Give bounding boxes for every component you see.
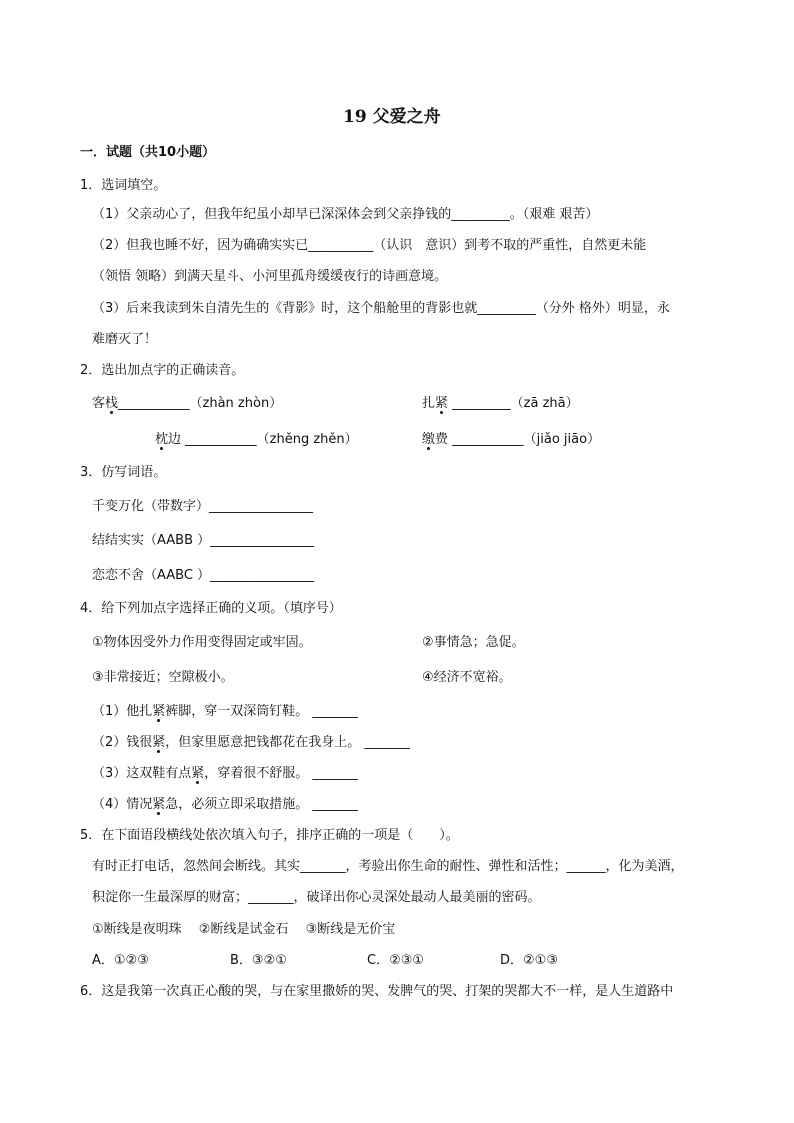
q4-sentence-2	[92, 734, 410, 752]
q5-sentences: ①断线是夜明珠 ②断线是试金石 ③断线是无价宝	[92, 922, 396, 937]
q4-sentence-pre: （4）情况	[92, 797, 153, 812]
q5-choice-d: D．②①③	[500, 953, 558, 968]
q4-option-1: ①物体因受外力作用变得固定或牢固。	[92, 635, 312, 650]
q5-passage-line-1: 有时正打电话，忽然间会断线。其实_______，考验出你生命的耐性、弹性和活性；______，化为美酒，	[92, 859, 684, 874]
q4-sentence-pre: （3）这双鞋有点	[92, 766, 192, 781]
q4-sentence-rest: 急，必须立即采取措施。 _______	[165, 797, 358, 812]
q4-sentence-1	[92, 703, 358, 721]
q2-item-2	[422, 395, 579, 413]
dotted-char: 栈	[105, 396, 119, 411]
q2-stem: 2．选出加点字的正确读音。	[80, 363, 245, 378]
q4-sentence-pre: （1）他扎	[92, 704, 153, 719]
q4-option-2: ②事情急；急促。	[422, 635, 525, 650]
q1-stem: 1．选词填空。	[80, 178, 167, 193]
dotted-char: 紧	[191, 766, 205, 781]
q3-item-2: 结结实实（AABB ）________________	[92, 533, 315, 548]
dotted-char: 缴	[422, 432, 436, 447]
q2-item-rest: ___________（zhàn zhòn）	[118, 396, 283, 411]
q2-item-rest: 边 ___________（zhěng zhěn）	[168, 432, 358, 447]
q5-choice-b: B．③②①	[230, 953, 287, 968]
q2-item-rest: 费 ___________（jiǎo jiāo）	[435, 432, 601, 447]
q4-sentence-rest: ，穿着很不舒服。 _______	[204, 766, 358, 781]
q6-stem: 6．这是我第一次真正心酸的哭，与在家里撒娇的哭、发脾气的哭、打架的哭都大不一样，是人生道路中	[80, 984, 674, 999]
q1-sub-3-line-2: 难磨灭了！	[92, 332, 158, 347]
q2-item-pre: 扎	[422, 396, 436, 411]
dotted-char: 紧	[152, 735, 166, 750]
q4-sentence-pre: （2）钱很	[92, 735, 153, 750]
dotted-char: 枕	[155, 432, 169, 447]
q5-choice-a: A．①②③	[92, 953, 149, 968]
q1-sub-1: （1）父亲动心了，但我年纪虽小却早已深深体会到父亲挣钱的_________。（艰难 艰苦）	[92, 207, 599, 222]
dotted-char: 紧	[435, 396, 449, 411]
q3-stem: 3．仿写词语。	[80, 465, 167, 480]
q2-item-1	[92, 395, 282, 413]
q4-sentence-4	[92, 796, 358, 814]
q5-stem: 5．在下面语段横线处依次填入句子，排序正确的一项是（ ）。	[80, 828, 459, 843]
q5-passage-line-2: 积淀你一生最深厚的财富；_______，破译出你心灵深处最动人最美丽的密码。	[92, 890, 541, 905]
dotted-char: 紧	[152, 797, 166, 812]
q1-sub-3-line-1: （3）后来我读到朱自清先生的《背影》时，这个船舱里的背影也就_________（分外 格外）明显，永	[92, 301, 670, 316]
dotted-char: 紧	[152, 704, 166, 719]
q3-item-3: 恋恋不舍（AABC ）________________	[92, 568, 315, 583]
q4-stem: 4．给下列加点字选择正确的义项。（填序号）	[80, 601, 342, 616]
page-title: 19 父爱之舟	[343, 107, 441, 127]
q4-sentence-rest: ，但家里愿意把钱都花在我身上。 _______	[165, 735, 410, 750]
q2-item-pre: 客	[92, 396, 106, 411]
q2-item-4	[422, 431, 600, 449]
q4-sentence-rest: 裤脚，穿一双深筒钉鞋。 _______	[165, 704, 358, 719]
section-heading: 一．试题（共10小题）	[80, 145, 216, 160]
q4-option-4: ④经济不宽裕。	[422, 670, 512, 685]
q4-sentence-3	[92, 765, 358, 783]
q1-sub-2-line-1: （2）但我也睡不好，因为确确实实已__________（认识 意识）到考不取的严重性，自然更未能	[92, 238, 647, 253]
q1-sub-2-line-2: （领悟 领略）到满天星斗、小河里孤舟缓缓夜行的诗画意境。	[92, 269, 448, 284]
q5-choice-c: C．②③①	[367, 953, 425, 968]
q2-item-3	[155, 431, 358, 449]
q4-option-3: ③非常接近；空隙极小。	[92, 670, 234, 685]
q3-item-1: 千变万化（带数字）________________	[92, 499, 314, 514]
q2-item-rest: _________（zā zhā）	[448, 396, 579, 411]
